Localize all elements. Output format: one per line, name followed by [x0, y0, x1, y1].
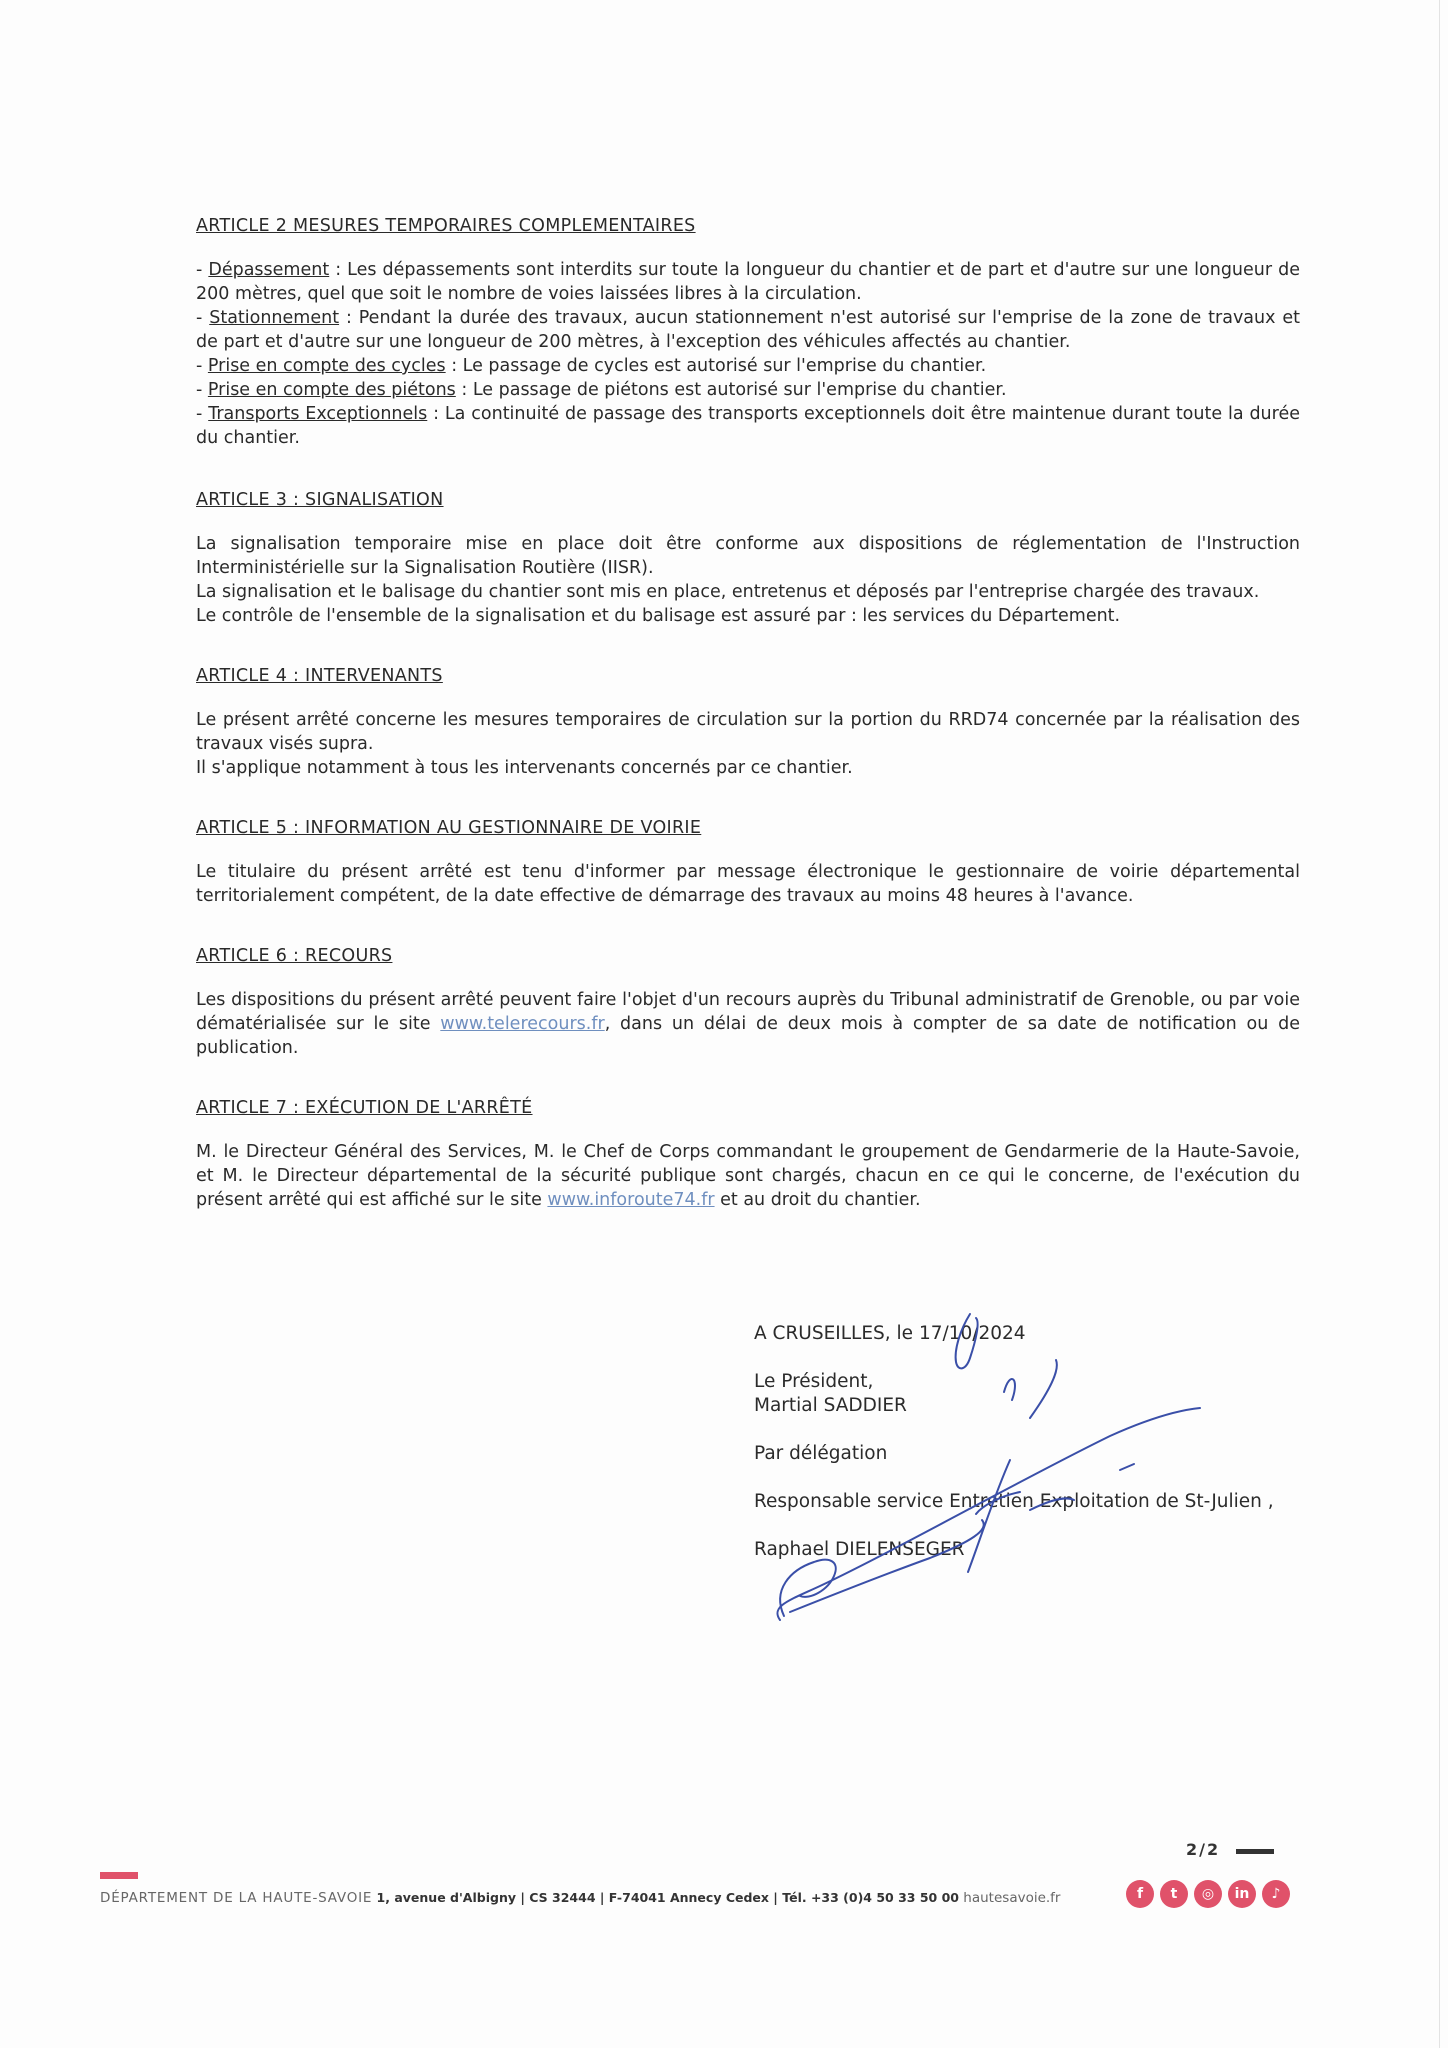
list-item: [196, 354, 1300, 378]
president-name: Martial SADDIER: [754, 1395, 907, 1416]
item-text: : Pendant la durée des travaux, aucun stationnement n'est autorisé sur l'emprise de la zone de travaux et de part et d'autre sur une longueur de 200 mètres, à l'exception des véhicules affectés au chantier.: [196, 308, 1300, 352]
item-text: : Le passage de piétons est autorisé sur l'emprise du chantier.: [455, 380, 1007, 400]
article-title: ARTICLE 5 : INFORMATION AU GESTIONNAIRE DE VOIRIE: [196, 818, 702, 838]
inforoute-link[interactable]: www.inforoute74.fr: [547, 1190, 715, 1210]
footer: [100, 1890, 1061, 1906]
list-dash: -: [196, 404, 209, 424]
article-3: [196, 488, 1300, 628]
item-label: Prise en compte des piétons: [207, 380, 456, 400]
paragraph-text: Les dispositions du présent arrêté peuvent faire l'objet d'un recours auprès du Tribunal administratif de Grenoble, ou par voie dématérialisée sur le site: [196, 990, 1300, 1034]
article-7: [196, 1096, 1300, 1212]
brand-mark: [100, 1872, 138, 1879]
twitter-icon[interactable]: t: [1160, 1880, 1188, 1908]
social-links: [1126, 1880, 1290, 1908]
telerecours-link[interactable]: www.telerecours.fr: [440, 1014, 605, 1034]
article-title: ARTICLE 2 MESURES TEMPORAIRES COMPLEMENTAIRES: [196, 216, 696, 236]
president-title: Le Président,: [754, 1371, 874, 1392]
footer-org: DÉPARTEMENT DE LA HAUTE-SAVOIE: [100, 1890, 373, 1906]
article-title: ARTICLE 4 : INTERVENANTS: [196, 666, 443, 686]
item-text: : La continuité de passage des transports exceptionnels doit être maintenue durant toute la durée du chantier.: [196, 404, 1300, 448]
paragraph-text: , dans un délai de deux mois à compter de sa date de notification ou de publication.: [196, 1014, 1300, 1058]
tiktok-icon[interactable]: ♪: [1262, 1880, 1290, 1908]
article-2: [196, 214, 1300, 450]
list-item: [196, 306, 1300, 354]
paragraph-text: et au droit du chantier.: [714, 1190, 921, 1210]
item-text: : Le passage de cycles est autorisé sur l'emprise du chantier.: [445, 356, 987, 376]
article-title: ARTICLE 3 : SIGNALISATION: [196, 490, 444, 510]
signatory-name: Raphael DIELENSEGER: [754, 1539, 965, 1560]
footer-website[interactable]: hautesavoie.fr: [963, 1890, 1061, 1906]
list-item: [196, 378, 1300, 402]
paragraph-text: M. le Directeur Général des Services, M. le Chef de Corps commandant le groupement de Gendarmerie de la Haute-Savoie, et M. le Directeur départemental de la sécurité publique sont chargés, chacun en ce qui le concerne, de l'exécution du présent arrêté qui est affiché sur le site: [196, 1142, 1300, 1210]
signature-block: [754, 1322, 1274, 1562]
paragraph: Le contrôle de l'ensemble de la signalisation et du balisage est assuré par : les services du Département.: [196, 606, 1121, 626]
facebook-icon[interactable]: f: [1126, 1880, 1154, 1908]
place-date: A CRUSEILLES, le 17/10/2024: [754, 1323, 1026, 1344]
item-label: Prise en compte des cycles: [207, 356, 446, 376]
paragraph: La signalisation temporaire mise en place doit être conforme aux dispositions de réglementation de l'Instruction Interministérielle sur la Signalisation Routière (IISR).: [196, 534, 1300, 578]
article-title: ARTICLE 7 : EXÉCUTION DE L'ARRÊTÉ: [196, 1098, 533, 1118]
list-item: [196, 402, 1300, 450]
footer-address: 1, avenue d'Albigny | CS 32444 | F-74041 Annecy Cedex | Tél. +33 (0)4 50 33 50 00: [376, 1890, 959, 1905]
paragraph: [196, 988, 1300, 1060]
delegation-line: Par délégation: [754, 1443, 888, 1464]
page-number: 2/2: [1186, 1840, 1221, 1859]
item-label: Dépassement: [208, 260, 330, 280]
item-label: Stationnement: [209, 308, 340, 328]
page-number-bar: [1236, 1849, 1274, 1854]
linkedin-icon[interactable]: in: [1228, 1880, 1256, 1908]
paragraph: [196, 1140, 1300, 1212]
item-text: : Les dépassements sont interdits sur toute la longueur du chantier et de part et d'autre sur une longueur de 200 mètres, quel que soit le nombre de voies laissées libres à la circulation.: [196, 260, 1300, 304]
article-5: [196, 816, 1300, 908]
instagram-icon[interactable]: ◎: [1194, 1880, 1222, 1908]
list-dash: -: [196, 356, 208, 376]
president-block: [754, 1370, 1274, 1418]
signatory-role: Responsable service Entretien Exploitation de St-Julien ,: [754, 1491, 1274, 1512]
article-title: ARTICLE 6 : RECOURS: [196, 946, 393, 966]
page-edge: [1439, 0, 1440, 2048]
paragraph: Il s'applique notamment à tous les intervenants concernés par ce chantier.: [196, 758, 853, 778]
document-body: [196, 214, 1300, 1248]
paragraph: Le titulaire du présent arrêté est tenu d'informer par message électronique le gestionnaire de voirie départemental territorialement compétent, de la date effective de démarrage des travaux au moins 48 heures à l'avance.: [196, 862, 1300, 906]
paragraph: La signalisation et le balisage du chantier sont mis en place, entretenus et déposés par l'entreprise chargée des travaux.: [196, 582, 1260, 602]
article-4: [196, 664, 1300, 780]
article-6: [196, 944, 1300, 1060]
list-dash: -: [196, 260, 209, 280]
list-dash: -: [196, 308, 210, 328]
list-item: [196, 258, 1300, 306]
paragraph: Le présent arrêté concerne les mesures temporaires de circulation sur la portion du RRD74 concernée par la réalisation des travaux visés supra.: [196, 710, 1300, 754]
list-dash: -: [196, 380, 208, 400]
item-label: Transports Exceptionnels: [208, 404, 428, 424]
